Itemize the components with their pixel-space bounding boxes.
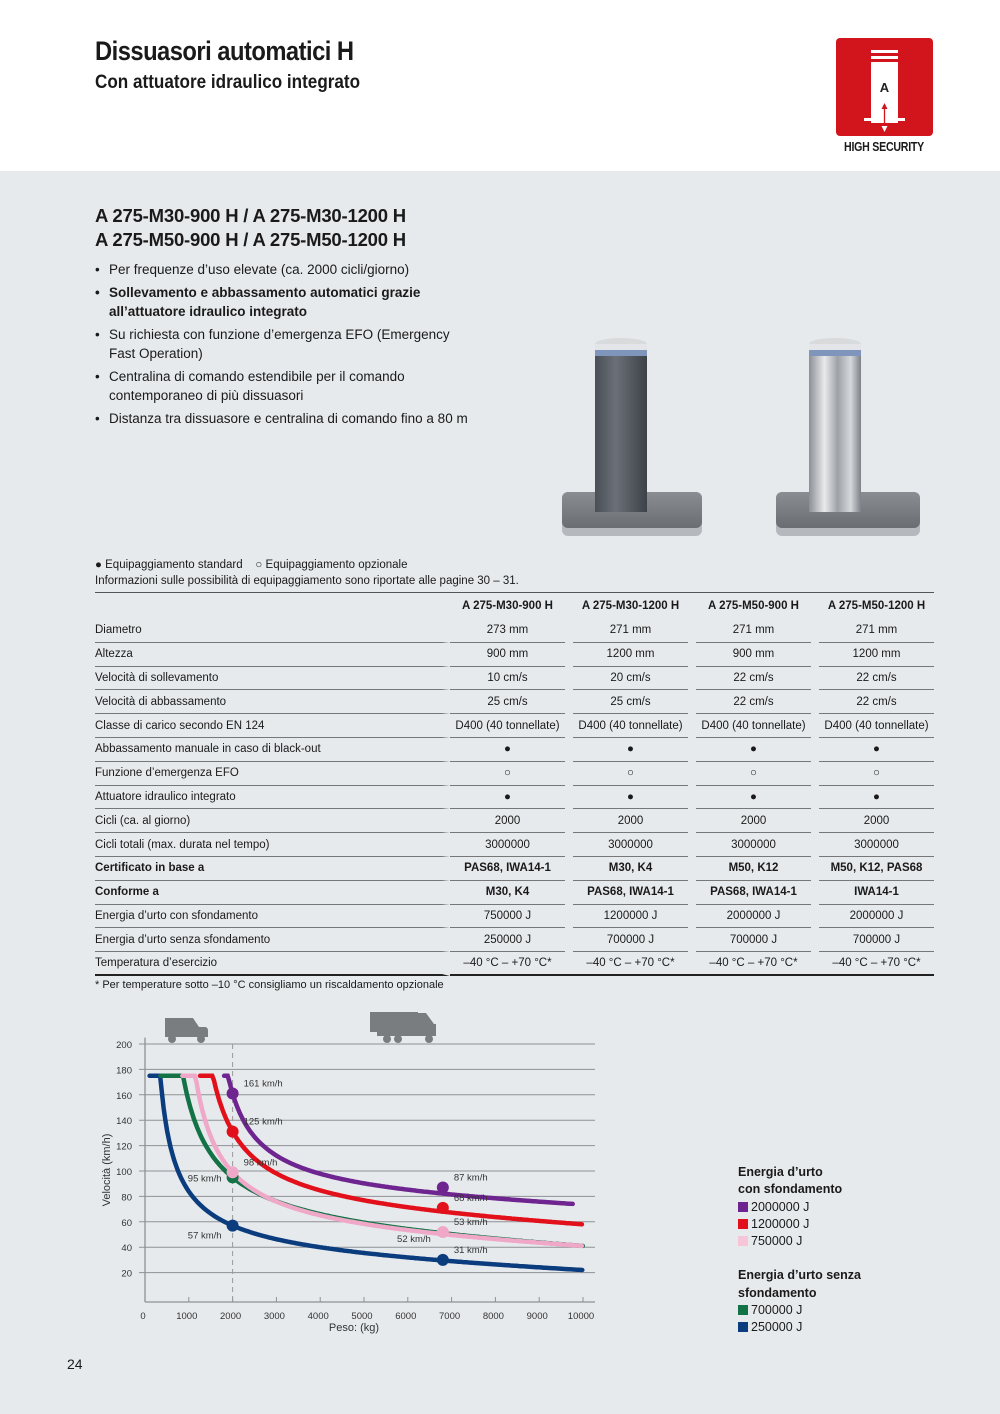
cell-value: ● [450,786,565,810]
cell-value: –40 °C – +70 °C* [696,952,811,976]
legend-optional: ○ Equipaggiamento opzionale [255,559,408,571]
legend-swatch [738,1305,748,1315]
table-row [95,667,934,691]
row-label: Funzione d’emergenza EFO [95,762,450,786]
cell-value: 22 cm/s [819,690,934,714]
cell-value: IWA14-1 [819,881,934,905]
feature-item: • Centralina di comando estendibile per il comando contemporaneo di più dissuasori [95,367,475,406]
cell-value: ○ [450,762,565,786]
table-row [95,690,934,714]
legend-item: 1200000 J [738,1216,861,1233]
data-label: 31 km/h [453,1244,488,1256]
y-tick-label: 40 [121,1243,132,1255]
table-row [95,928,934,952]
cell-value: M30, K4 [450,881,565,905]
column-header: A 275-M50-900 H [696,592,811,619]
cell-value: PAS68, IWA14-1 [573,881,688,905]
cell-value: 2000 [573,809,688,833]
table-footnote: * Per temperature sotto –10 °C consigliamo un riscaldamento opzionale [95,979,444,991]
x-tick-label: 0 [140,1311,146,1322]
cell-value: 900 mm [450,643,565,667]
cell-value: 2000 [450,809,565,833]
data-label: 52 km/h [397,1234,431,1246]
chart-legend [738,1164,861,1337]
row-label: Abbassamento manuale in caso di black-out [95,738,450,762]
legend-item: 700000 J [738,1302,861,1319]
data-point [437,1202,449,1214]
data-point [437,1226,449,1238]
cell-value: 3000000 [573,833,688,857]
data-point [227,1166,239,1178]
y-tick-label: 180 [116,1065,132,1077]
cell-value: 20 cm/s [573,667,688,691]
row-label: Conforme a [95,881,450,905]
x-tick-label: 5000 [351,1311,373,1322]
cell-value: 700000 J [573,928,688,952]
data-label: 53 km/h [453,1216,488,1228]
bollard-steel-image [774,330,924,540]
row-label: Velocità di abbassamento [95,690,450,714]
feature-item: • Su richiesta con funzione d’emergenza EFO (Emergency Fast Operation) [95,325,475,364]
table-row [95,881,934,905]
badge-letter: A [879,80,890,95]
data-label: 57 km/h [187,1230,222,1242]
page-number: 24 [67,1356,83,1372]
row-label: Temperatura d’esercizio [95,952,450,976]
x-tick-label: 8000 [482,1311,504,1322]
cell-value: PAS68, IWA14-1 [450,857,565,881]
car-icon [165,1018,208,1043]
y-tick-label: 140 [116,1116,132,1128]
truck-icon [370,1012,436,1043]
column-header: A 275-M30-1200 H [573,592,688,619]
table-row [95,857,934,881]
cell-value: 3000000 [450,833,565,857]
row-label: Classe di carico secondo EN 124 [95,714,450,738]
cell-value: 3000000 [819,833,934,857]
row-label: Velocità di sollevamento [95,667,450,691]
row-label: Attuatore idraulico integrato [95,786,450,810]
cell-value: 271 mm [819,619,934,643]
table-row [95,809,934,833]
row-label: Cicli (ca. al giorno) [95,809,450,833]
cell-value: 1200 mm [573,643,688,667]
page-subtitle: Con attuatore idraulico integrato [95,72,361,93]
cell-value: D400 (40 tonnellate) [696,714,811,738]
legend-title: sfondamento [738,1285,817,1300]
models-line-2: A 275-M50-900 H / A 275-M50-1200 H [95,229,406,250]
bollard-dark-image [560,330,710,540]
cell-value: 271 mm [696,619,811,643]
cell-value: 900 mm [696,643,811,667]
high-security-badge [836,38,933,136]
row-label: Cicli totali (max. durata nel tempo) [95,833,450,857]
equipment-legend [95,557,519,589]
cell-value: M50, K12, PAS68 [819,857,934,881]
x-tick-label: 10000 [567,1311,595,1322]
row-label: Energia d’urto senza sfondamento [95,928,450,952]
y-tick-label: 160 [116,1090,132,1102]
cell-value: 2000 [819,809,934,833]
data-label: 87 km/h [453,1172,488,1184]
legend-swatch [738,1322,748,1332]
data-point [227,1220,239,1232]
legend-item: 250000 J [738,1319,861,1336]
cell-value: ○ [573,762,688,786]
legend-title: con sfondamento [738,1182,843,1197]
cell-value: PAS68, IWA14-1 [696,881,811,905]
data-label: 125 km/h [243,1116,283,1128]
model-names [95,204,406,252]
y-tick-label: 80 [121,1192,132,1204]
cell-value: 22 cm/s [696,690,811,714]
column-header: A 275-M50-1200 H [819,592,934,619]
row-label: Certificato in base a [95,857,450,881]
spec-table [95,592,934,976]
models-line-1: A 275-M30-900 H / A 275-M30-1200 H [95,205,406,226]
cell-value: M50, K12 [696,857,811,881]
row-label: Altezza [95,643,450,667]
feature-item: • Per frequenze d’uso elevate (ca. 2000 cicli/giorno) [95,260,475,280]
cell-value: 25 cm/s [450,690,565,714]
table-row [95,952,934,976]
cell-value: M30, K4 [573,857,688,881]
data-label: 95 km/h [187,1173,222,1185]
y-tick-label: 120 [116,1141,132,1153]
cell-value: ○ [696,762,811,786]
x-tick-label: 9000 [526,1311,548,1322]
data-point [227,1088,239,1100]
cell-value: ○ [819,762,934,786]
legend-title: Energia d’urto [738,1165,823,1179]
cell-value: 1200 mm [819,643,934,667]
data-label: 161 km/h [243,1078,283,1090]
cell-value: ● [819,738,934,762]
feature-item: • Sollevamento e abbassamento automatici grazie all’attuatore idraulico integrato [95,283,475,322]
cell-value: 700000 J [819,928,934,952]
legend-swatch [738,1236,748,1246]
data-point [437,1182,449,1194]
data-label: 68 km/h [453,1192,488,1204]
cell-value: D400 (40 tonnellate) [450,714,565,738]
table-row [95,714,934,738]
cell-value: 1200000 J [573,905,688,929]
bollard-badge-icon [836,38,933,136]
cell-value: 273 mm [450,619,565,643]
cell-value: 271 mm [573,619,688,643]
page-title: Dissuasori automatici H [95,36,354,66]
cell-value: –40 °C – +70 °C* [450,952,565,976]
table-row [95,762,934,786]
table-row [95,643,934,667]
cell-value: 2000 [696,809,811,833]
cell-value: ● [819,786,934,810]
x-tick-label: 3000 [263,1311,285,1322]
row-label: Energia d’urto con sfondamento [95,905,450,929]
badge-label: HIGH SECURITY [844,140,924,154]
cell-value: 2000000 J [819,905,934,929]
table-row [95,786,934,810]
cell-value: 2000000 J [696,905,811,929]
row-label: Diametro [95,619,450,643]
table-header-empty [95,592,450,619]
cell-value: ● [696,738,811,762]
table-row [95,619,934,643]
cell-value: 25 cm/s [573,690,688,714]
data-label: 98 km/h [243,1157,278,1169]
cell-value: D400 (40 tonnellate) [573,714,688,738]
table-row [95,738,934,762]
data-point [227,1126,239,1138]
cell-value: ● [696,786,811,810]
cell-value: 700000 J [696,928,811,952]
legend-item: 750000 J [738,1233,861,1250]
cell-value: 22 cm/s [696,667,811,691]
cell-value: 250000 J [450,928,565,952]
x-tick-label: 6000 [395,1311,417,1322]
cell-value: 10 cm/s [450,667,565,691]
table-row [95,905,934,929]
cell-value: 750000 J [450,905,565,929]
legend-title: Energia d’urto senza [738,1268,861,1283]
cell-value: 22 cm/s [819,667,934,691]
x-tick-label: 4000 [307,1311,329,1322]
y-tick-label: 20 [121,1268,132,1280]
column-header: A 275-M30-900 H [450,592,565,619]
legend-swatch [738,1202,748,1212]
cell-value: ● [573,738,688,762]
table-header-row [95,592,934,619]
data-point [437,1254,449,1266]
legend-item: 2000000 J [738,1199,861,1216]
cell-value: ● [450,738,565,762]
x-tick-label: 2000 [220,1311,242,1322]
x-tick-label: 7000 [439,1311,461,1322]
y-axis-label: Velocità (km/h) [101,1133,113,1207]
y-tick-label: 100 [116,1167,132,1178]
cell-value: –40 °C – +70 °C* [819,952,934,976]
x-axis-label: Peso: (kg) [328,1322,380,1334]
cell-value: –40 °C – +70 °C* [573,952,688,976]
cell-value: D400 (40 tonnellate) [819,714,934,738]
legend-standard: ● Equipaggiamento standard [95,559,243,571]
feature-list [95,260,475,431]
legend-swatch [738,1219,748,1229]
y-tick-label: 200 [116,1040,132,1051]
cell-value: ● [573,786,688,810]
table-row [95,833,934,857]
feature-item: • Distanza tra dissuasore e centralina di comando fino a 80 m [95,409,475,429]
legend-info: Informazioni sulle possibilità di equipaggiamento sono riportate alle pagine 30 – 31. [95,575,519,587]
cell-value: 3000000 [696,833,811,857]
speed-weight-chart [90,1005,620,1340]
y-tick-label: 60 [121,1217,132,1229]
page-header [0,0,1000,171]
x-tick-label: 1000 [176,1311,198,1322]
